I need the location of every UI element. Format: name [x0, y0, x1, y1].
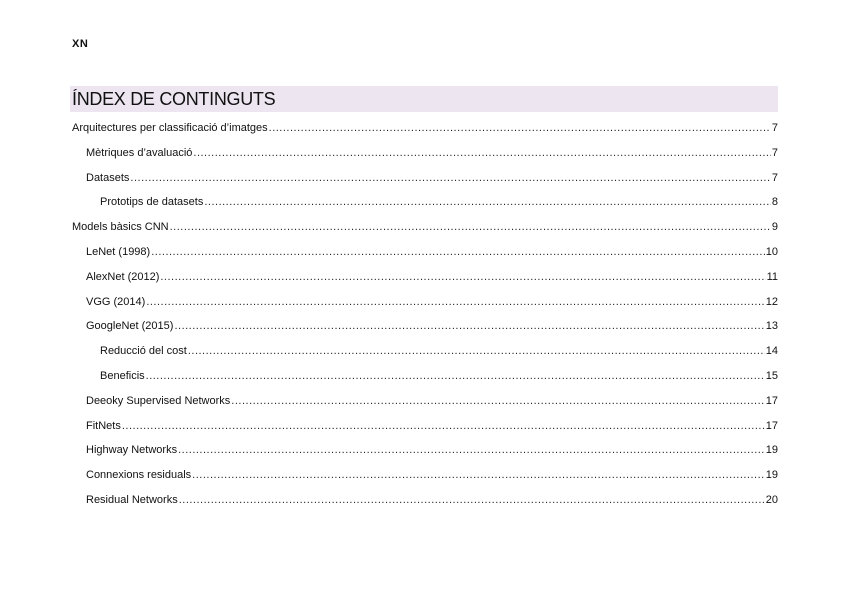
- toc-entry[interactable]: [72, 438, 778, 463]
- toc-entry-title: Connexions residuals: [86, 469, 192, 482]
- toc-dot-leader: [193, 141, 770, 166]
- toc-entry-page: 11: [766, 270, 778, 283]
- toc-entry-title: Datasets: [86, 171, 130, 184]
- toc-entry-title: Models bàsics CNN: [72, 221, 169, 234]
- toc-entry-page: 9: [771, 221, 778, 234]
- toc-entry[interactable]: [72, 389, 778, 414]
- toc-dot-leader: [204, 190, 771, 215]
- toc-entry-page: 19: [765, 469, 778, 482]
- toc-entry[interactable]: [72, 166, 778, 191]
- toc-entry-title: Arquitectures per classificació d’imatges: [72, 122, 268, 134]
- toc-entry-title: Residual Networks: [86, 493, 178, 506]
- toc-entry-page: 8: [771, 196, 778, 209]
- toc-entry[interactable]: [72, 141, 778, 166]
- toc-dot-leader: [146, 290, 764, 315]
- toc-entry-page: 10: [765, 245, 778, 258]
- toc-entry-title: Prototips de datasets: [100, 196, 204, 209]
- toc-entry-title: Beneficis: [100, 369, 145, 382]
- toc-entry-page: 20: [765, 493, 778, 506]
- toc-dot-leader: [179, 488, 765, 513]
- toc-dot-leader: [269, 116, 771, 141]
- toc-dot-leader: [146, 364, 765, 389]
- toc-entry[interactable]: [72, 364, 778, 389]
- toc-entry[interactable]: [72, 265, 778, 290]
- toc-entry-title: FitNets: [86, 419, 121, 432]
- toc-entry-page: 12: [765, 295, 778, 308]
- header-mark: XN: [72, 38, 89, 50]
- toc-dot-leader: [170, 215, 771, 240]
- toc-heading: ÍNDEX DE CONTINGUTS: [70, 86, 778, 112]
- toc-entry[interactable]: [72, 190, 778, 215]
- toc-entry-page: 13: [765, 320, 778, 333]
- table-of-contents: [72, 116, 778, 513]
- toc-entry[interactable]: [72, 240, 778, 265]
- toc-entry[interactable]: [72, 339, 778, 364]
- toc-dot-leader: [178, 438, 765, 463]
- toc-entry[interactable]: [72, 116, 778, 141]
- toc-dot-leader: [231, 389, 764, 414]
- toc-entry-title: Reducció del cost: [100, 345, 187, 358]
- toc-dot-leader: [160, 265, 765, 290]
- toc-entry-title: Highway Networks: [86, 444, 178, 457]
- toc-entry-page: 19: [765, 444, 778, 457]
- toc-entry[interactable]: [72, 290, 778, 315]
- toc-entry-page: 15: [765, 369, 778, 382]
- toc-entry-title: LeNet (1998): [86, 245, 151, 258]
- toc-dot-leader: [188, 339, 765, 364]
- toc-entry-title: VGG (2014): [86, 295, 146, 308]
- toc-entry[interactable]: [72, 463, 778, 488]
- toc-dot-leader: [151, 240, 765, 265]
- toc-entry-page: 7: [771, 171, 778, 184]
- toc-entry[interactable]: [72, 314, 778, 339]
- toc-entry[interactable]: [72, 414, 778, 439]
- toc-entry[interactable]: [72, 488, 778, 513]
- toc-entry[interactable]: [72, 215, 778, 240]
- toc-dot-leader: [130, 166, 770, 191]
- toc-entry-page: 17: [765, 394, 778, 407]
- toc-entry-title: GoogleNet (2015): [86, 320, 174, 333]
- toc-entry-page: 14: [765, 345, 778, 358]
- toc-entry-title: Deeoky Supervised Networks: [86, 394, 231, 407]
- toc-entry-title: AlexNet (2012): [86, 270, 160, 283]
- toc-dot-leader: [122, 414, 765, 439]
- toc-entry-page: 7: [771, 122, 778, 134]
- toc-entry-page: 17: [765, 419, 778, 432]
- toc-dot-leader: [174, 314, 764, 339]
- toc-dot-leader: [192, 463, 765, 488]
- toc-entry-page: 7: [771, 146, 778, 159]
- toc-entry-title: Mètriques d’avaluació: [86, 146, 193, 159]
